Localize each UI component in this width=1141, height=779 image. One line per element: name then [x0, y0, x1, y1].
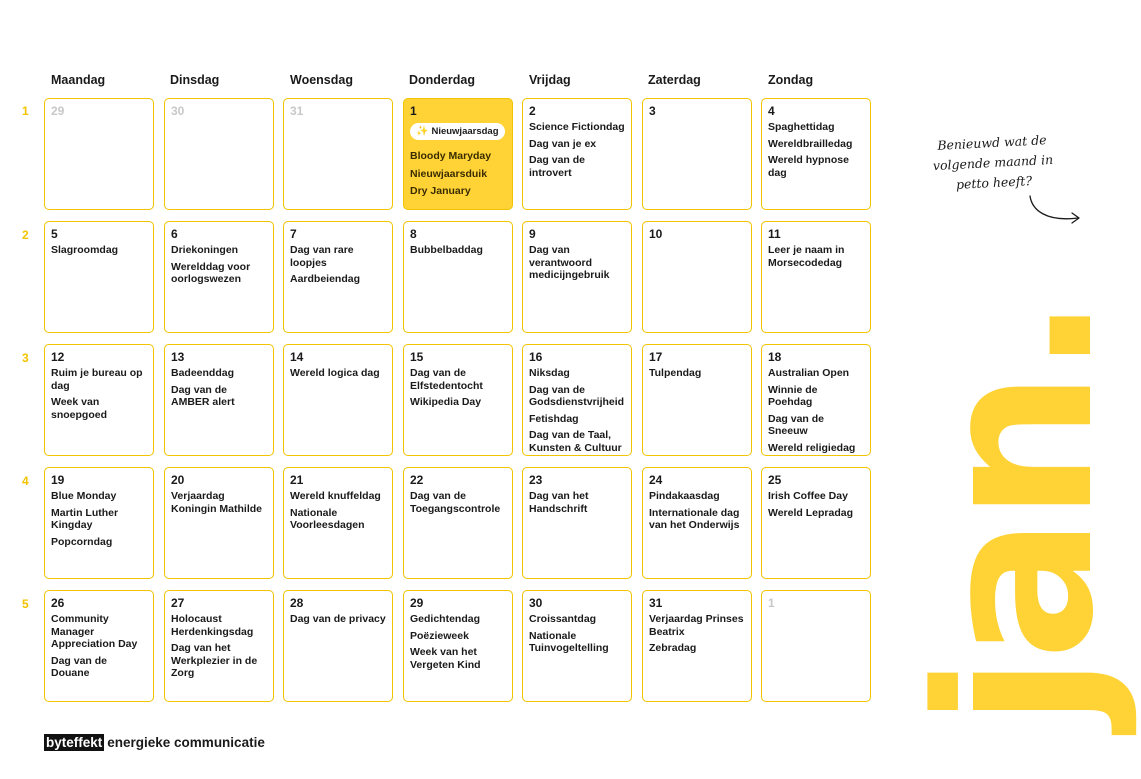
- brand-tagline: energieke communicatie: [107, 735, 265, 750]
- holiday-label: Nieuwjaarsdag: [431, 126, 499, 137]
- day-number: 31: [649, 596, 663, 610]
- day-number: 12: [51, 350, 65, 364]
- month-label: jan.: [892, 300, 1141, 728]
- day-cell[interactable]: [642, 98, 752, 210]
- event-label: Internationale dag van het Onderwijs: [649, 506, 740, 532]
- day-number: 5: [51, 227, 58, 241]
- day-number: 24: [649, 473, 663, 487]
- day-number: 28: [290, 596, 304, 610]
- weekday-saturday: Zaterdag: [648, 73, 701, 87]
- event-label: Bubbelbaddag: [410, 244, 483, 256]
- weekday-thursday: Donderdag: [409, 73, 475, 87]
- weekday-monday: Maandag: [51, 73, 106, 87]
- event-label: Croissantdag: [529, 613, 597, 625]
- day-number: 19: [51, 473, 65, 487]
- day-number: 23: [529, 473, 543, 487]
- day-cell[interactable]: [761, 98, 871, 210]
- event-label: Zebradag: [649, 642, 697, 655]
- day-cell[interactable]: [522, 221, 632, 333]
- day-cell[interactable]: [164, 590, 274, 702]
- event-label: Dag van de Elfstedentocht: [410, 367, 483, 392]
- day-cell[interactable]: [164, 344, 274, 456]
- holiday-badge: [410, 123, 505, 140]
- weekday-wednesday: Woensdag: [290, 73, 353, 87]
- day-cell[interactable]: [403, 344, 513, 456]
- event-label: Dag van verantwoord medicijngebruik: [529, 244, 610, 282]
- day-number: 30: [171, 104, 185, 118]
- event-label: Dag van de Toegangscontrole: [410, 490, 501, 515]
- event-label: Slagroomdag: [51, 244, 119, 256]
- event-label: Wereld religiedag: [768, 441, 856, 454]
- day-cell[interactable]: [761, 344, 871, 456]
- event-label: Leer je naam in Morsecodedag: [768, 244, 845, 269]
- day-number: 14: [290, 350, 304, 364]
- day-number: 9: [529, 227, 536, 241]
- day-cell[interactable]: [403, 221, 513, 333]
- day-cell[interactable]: [403, 98, 513, 210]
- event-label: Nationale Tuinvogeltelling: [529, 629, 609, 655]
- calendar-grid: [44, 98, 880, 708]
- day-cell[interactable]: [164, 467, 274, 579]
- day-number: 27: [171, 596, 185, 610]
- day-number: 31: [290, 104, 304, 118]
- event-label: Martin Luther Kingday: [51, 506, 119, 532]
- event-label: Werelddag voor oorlogswezen: [171, 260, 251, 286]
- footer-brand: [44, 734, 265, 751]
- day-cell[interactable]: [283, 98, 393, 210]
- event-label: Dag van de privacy: [290, 613, 386, 625]
- day-cell[interactable]: [283, 467, 393, 579]
- event-label: Dag van de Sneeuw: [768, 412, 825, 438]
- day-number: 17: [649, 350, 663, 364]
- day-cell[interactable]: [44, 221, 154, 333]
- day-cell[interactable]: [522, 98, 632, 210]
- event-label: Tulpendag: [649, 367, 702, 379]
- day-cell[interactable]: [642, 344, 752, 456]
- event-label: Gedichtendag: [410, 613, 481, 625]
- event-label: Dag van de Taal, Kunsten & Cultuur: [529, 429, 622, 454]
- event-label: Spaghettidag: [768, 121, 835, 133]
- event-label: Dag van rare loopjes: [290, 244, 354, 269]
- event-label: Wikipedia Day: [410, 396, 482, 409]
- day-cell[interactable]: [642, 590, 752, 702]
- event-label: Dag van de introvert: [529, 154, 586, 179]
- day-number: 11: [768, 227, 781, 241]
- day-cell[interactable]: [44, 98, 154, 210]
- event-label: Week van snoepgoed: [51, 396, 108, 421]
- day-number: 29: [51, 104, 65, 118]
- day-number: 22: [410, 473, 424, 487]
- event-label: Dag van je ex: [529, 137, 597, 150]
- day-cell[interactable]: [164, 98, 274, 210]
- event-label: Blue Monday: [51, 490, 117, 502]
- event-label: Nieuwjaarsduik: [410, 167, 488, 180]
- day-number: 13: [171, 350, 185, 364]
- event-label: Verjaardag Prinses Beatrix: [649, 613, 744, 638]
- day-cell[interactable]: [761, 467, 871, 579]
- event-label: Ruim je bureau op dag: [51, 367, 143, 392]
- day-number: 2: [529, 104, 536, 118]
- event-label: Pindakaasdag: [649, 490, 720, 502]
- event-label: Australian Open: [768, 367, 850, 379]
- day-number: 16: [529, 350, 543, 364]
- day-cell[interactable]: [164, 221, 274, 333]
- day-number: 18: [768, 350, 782, 364]
- day-cell[interactable]: [283, 344, 393, 456]
- week-number-column: [18, 0, 38, 779]
- day-cell[interactable]: [283, 590, 393, 702]
- event-label: Week van het Vergeten Kind: [410, 646, 481, 671]
- day-number: 29: [410, 596, 424, 610]
- day-number: 3: [649, 104, 656, 118]
- event-label: Verjaardag Koningin Mathilde: [171, 490, 262, 515]
- brand-logo[interactable]: byteffekt: [46, 735, 103, 750]
- event-label: Holocaust Herdenkingsdag: [171, 613, 254, 638]
- day-number: 21: [290, 473, 304, 487]
- week-number: 4: [22, 474, 29, 488]
- day-number: 15: [410, 350, 424, 364]
- day-cell[interactable]: [642, 221, 752, 333]
- next-month-note: Benieuwd wat de volgende maand in petto heeft?: [932, 132, 1054, 192]
- event-label: Wereld knuffeldag: [290, 490, 381, 502]
- day-cell[interactable]: [283, 221, 393, 333]
- day-number: 6: [171, 227, 178, 241]
- event-label: Science Fictiondag: [529, 121, 625, 133]
- event-label: Community Manager Appreciation Day: [51, 613, 138, 651]
- curved-arrow-icon: [1026, 192, 1086, 226]
- event-label: Popcorndag: [51, 535, 113, 548]
- day-cell[interactable]: [403, 590, 513, 702]
- event-label: Wereldbrailledag: [768, 137, 853, 150]
- event-label: Irish Coffee Day: [768, 490, 848, 502]
- event-label: Poëzieweek: [410, 629, 469, 642]
- day-cell[interactable]: [761, 221, 871, 333]
- weekday-tuesday: Dinsdag: [170, 73, 220, 87]
- event-label: Wereld hypnose dag: [768, 154, 849, 179]
- day-cell[interactable]: [44, 590, 154, 702]
- day-number: 1: [410, 104, 417, 118]
- day-cell[interactable]: [642, 467, 752, 579]
- day-cell[interactable]: [403, 467, 513, 579]
- day-number: 1: [768, 596, 775, 610]
- event-label: Badeenddag: [171, 367, 235, 379]
- day-cell[interactable]: [522, 590, 632, 702]
- event-label: Wereld Lepradag: [768, 506, 853, 519]
- day-number: 30: [529, 596, 543, 610]
- day-number: 7: [290, 227, 297, 241]
- event-label: Nationale Voorleesdagen: [290, 506, 365, 532]
- day-number: 10: [649, 227, 663, 241]
- day-cell[interactable]: [522, 467, 632, 579]
- day-number: 8: [410, 227, 417, 241]
- day-number: 20: [171, 473, 185, 487]
- day-number: 25: [768, 473, 782, 487]
- day-number: 4: [768, 104, 775, 118]
- event-label: Wereld logica dag: [290, 367, 380, 379]
- confetti-icon: ✨: [416, 126, 429, 137]
- event-label: Driekoningen: [171, 244, 239, 256]
- event-label: Dag van het Handschrift: [529, 490, 589, 515]
- day-number: 26: [51, 596, 65, 610]
- event-label: Dry January: [410, 185, 471, 198]
- day-cell[interactable]: [522, 344, 632, 456]
- event-label: Aardbeiendag: [290, 273, 361, 286]
- weekday-header-row: [44, 73, 884, 89]
- event-label: Fetishdag: [529, 412, 579, 425]
- weekday-friday: Vrijdag: [529, 73, 571, 87]
- week-number: 1: [22, 104, 29, 118]
- week-number: 5: [22, 597, 29, 611]
- event-label: Niksdag: [529, 367, 570, 379]
- weekday-sunday: Zondag: [768, 73, 814, 87]
- event-label: Bloody Maryday: [410, 150, 492, 162]
- week-number: 3: [22, 351, 29, 365]
- day-cell[interactable]: [761, 590, 871, 702]
- event-label: Dag van de Douane: [51, 654, 108, 680]
- week-number: 2: [22, 228, 29, 242]
- event-label: Winnie de Poehdag: [768, 383, 818, 409]
- event-label: Dag van de Godsdienstvrijheid: [529, 383, 625, 409]
- day-cell[interactable]: [44, 467, 154, 579]
- event-label: Dag van het Werkplezier in de Zorg: [171, 642, 258, 680]
- event-label: Dag van de AMBER alert: [171, 383, 235, 409]
- day-cell[interactable]: [44, 344, 154, 456]
